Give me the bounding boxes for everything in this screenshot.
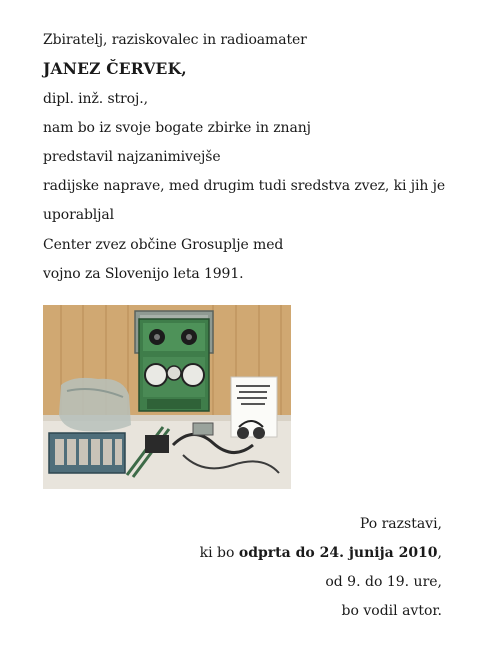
intro-line-center: Center zvez občine Grosuplje med [43,237,284,253]
closing-line-guide: bo vodil avtor. [341,603,442,619]
closing-open-prefix: ki bo [199,545,239,561]
closing-open-date: odprta do 24. junija 2010 [238,545,438,561]
intro-line-collector: Zbiratelj, raziskovalec in radioamater [43,32,307,48]
intro-line-devices: radijske naprave, med drugim tudi sredstva zvez, ki jih je [43,178,446,194]
closing-line-hours: od 9. do 19. ure, [325,574,442,590]
intro-line-present: predstavil najzanimivejše [43,149,221,165]
closing-line-after: Po razstavi, [359,516,442,532]
closing-line-open-until [200,544,442,562]
intro-line-war: vojno za Slovenijo leta 1991. [43,266,244,282]
intro-line-used: uporabljal [43,207,115,223]
closing-open-suffix: , [437,545,442,561]
intro-line-collection: nam bo iz svoje bogate zbirke in znanj [43,120,311,136]
author-name: JANEZ ČERVEK, [43,59,187,78]
radio-exhibit-photo [43,305,291,489]
intro-line-degree: dipl. inž. stroj., [43,91,148,107]
